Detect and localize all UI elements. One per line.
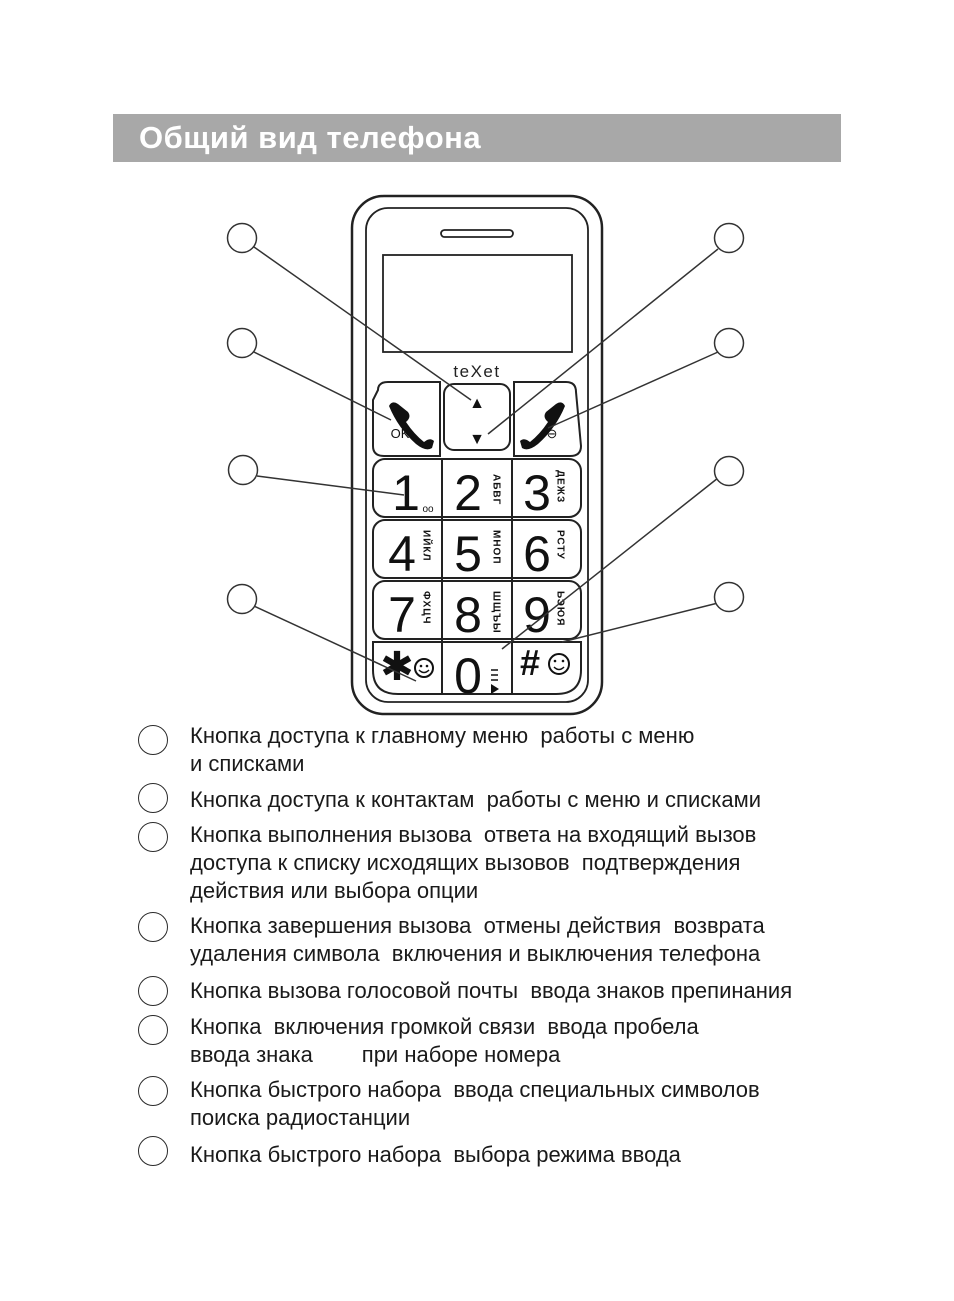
callout-circle	[229, 456, 258, 485]
key-digit: 8	[454, 587, 482, 643]
end-key-symbol: ⊖	[546, 426, 558, 441]
callout-circle	[228, 585, 257, 614]
legend-circle	[138, 912, 168, 942]
hash-symbol: #	[519, 642, 541, 683]
key-letters: АБВГ	[490, 474, 502, 506]
page-title: Общий вид телефона	[139, 120, 482, 155]
voicemail-icon: oo	[422, 504, 434, 515]
callout-circle	[715, 224, 744, 253]
key-letters: МНОП	[490, 530, 502, 565]
legend-text: Кнопка выполнения вызова ответа на входящий вызов доступа к списку исходящих вызовов подтверждения действия или выбора опции	[190, 822, 757, 903]
legend-circle	[138, 1015, 168, 1045]
key-digit: 2	[454, 465, 482, 521]
key-letters: ИЙКЛ	[420, 530, 432, 562]
star-symbol: ✱	[380, 645, 414, 689]
legend-text: Кнопка доступа к главному меню работы с меню и списками	[190, 723, 695, 776]
key-digit: 6	[523, 526, 551, 582]
legend-text: Кнопка быстрого набора ввода специальных символов поиска радиостанции	[190, 1077, 760, 1130]
callout-circle	[715, 457, 744, 486]
callout-circle	[228, 329, 257, 358]
legend-text: Кнопка вызова голосовой почты ввода знаков препинания	[190, 978, 793, 1003]
key-letters: ЬЭЮЯ	[554, 591, 566, 627]
nav-down-arrow-icon: ▼	[469, 431, 485, 448]
key-digit: 4	[388, 526, 416, 582]
key-letters: ФХЦЧ	[420, 591, 432, 625]
key-letters: ДЕЖЗ	[554, 470, 566, 504]
brand-logo: teXet	[453, 362, 501, 381]
key-digit: 0	[454, 648, 482, 704]
legend-circle	[138, 822, 168, 852]
legend-text: Кнопка быстрого набора выбора режима ввода	[190, 1142, 681, 1167]
callout-circle	[715, 329, 744, 358]
nav-up-arrow-icon: ▲	[469, 395, 485, 412]
key-digit: 1	[392, 465, 420, 521]
legend-text: Кнопка доступа к контактам работы с меню и списками	[190, 787, 761, 812]
key-digit: 3	[523, 465, 551, 521]
legend-circle	[138, 1136, 168, 1166]
key-digit: 9	[523, 587, 551, 643]
display-screen	[383, 255, 572, 352]
key-letters: РСТУ	[554, 530, 566, 560]
legend-circle	[138, 1076, 168, 1106]
key-digit: 5	[454, 526, 482, 582]
legend-circle	[138, 725, 168, 755]
ok-label: OK	[390, 426, 410, 441]
legend-circle	[138, 976, 168, 1006]
legend-text: Кнопка завершения вызова отмены действия возврата удаления символа включения и выключения телефона	[190, 913, 765, 966]
key-digit: 7	[388, 587, 416, 643]
callout-circle	[228, 224, 257, 253]
legend-circle	[138, 783, 168, 813]
key-letters: ШЩЪЫ	[490, 591, 502, 634]
callout-circle	[715, 583, 744, 612]
legend-text: Кнопка включения громкой связи ввода пробела ввода знака при наборе номера	[190, 1014, 699, 1067]
